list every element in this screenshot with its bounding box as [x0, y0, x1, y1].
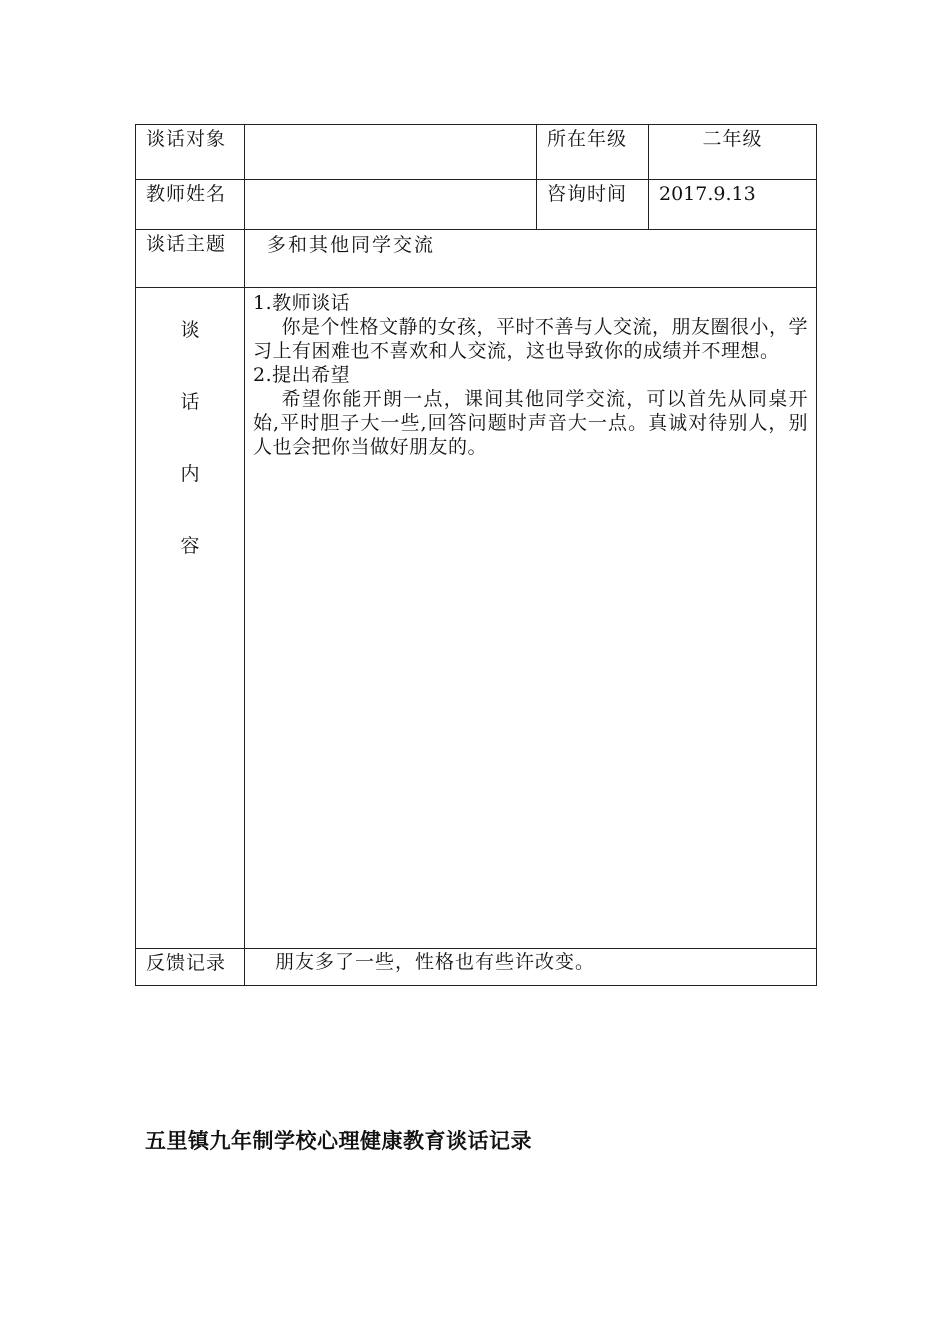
value-teacher-name: [245, 180, 537, 230]
row-content: [136, 288, 817, 949]
content-heading-2: 2.提出希望: [253, 364, 351, 386]
value-grade: 二年级: [649, 125, 817, 180]
value-subject: [245, 125, 537, 180]
label-content-vertical: [136, 288, 245, 949]
label-char-1: 谈: [180, 319, 200, 341]
value-consult-time: 2017.9.13: [649, 180, 817, 230]
content-paragraph-2: 希望你能开朗一点，课间其他同学交流，可以首先从同桌开始,平时胆子大一些,回答问题时声音大一点。真诚对待别人，别人也会把你当做好朋友的。: [253, 388, 808, 458]
row-feedback: [136, 949, 817, 986]
value-topic: 多和其他同学交流: [245, 230, 817, 288]
label-feedback: 反馈记录: [136, 949, 245, 986]
label-teacher-name: 教师姓名: [136, 180, 245, 230]
content-body: [245, 288, 817, 949]
label-grade: 所在年级: [537, 125, 649, 180]
label-subject: 谈话对象: [136, 125, 245, 180]
label-consult-time: 咨询时间: [537, 180, 649, 230]
row-subject: [136, 125, 817, 180]
content-heading-1: 1.教师谈话: [253, 292, 351, 314]
label-char-4: 容: [180, 535, 200, 557]
label-char-2: 话: [180, 391, 200, 413]
content-paragraph-1: 你是个性格文静的女孩，平时不善与人交流，朋友圈很小，学习上有困难也不喜欢和人交流，这也导致你的成绩并不理想。: [253, 316, 809, 362]
label-char-3: 内: [180, 463, 200, 485]
row-teacher: [136, 180, 817, 230]
row-topic: [136, 230, 817, 288]
label-topic: 谈话主题: [136, 230, 245, 288]
conversation-record-table: [135, 124, 817, 986]
value-feedback: 朋友多了一些，性格也有些许改变。: [245, 949, 817, 986]
document-title: 五里镇九年制学校心理健康教育谈话记录: [145, 1128, 532, 1153]
